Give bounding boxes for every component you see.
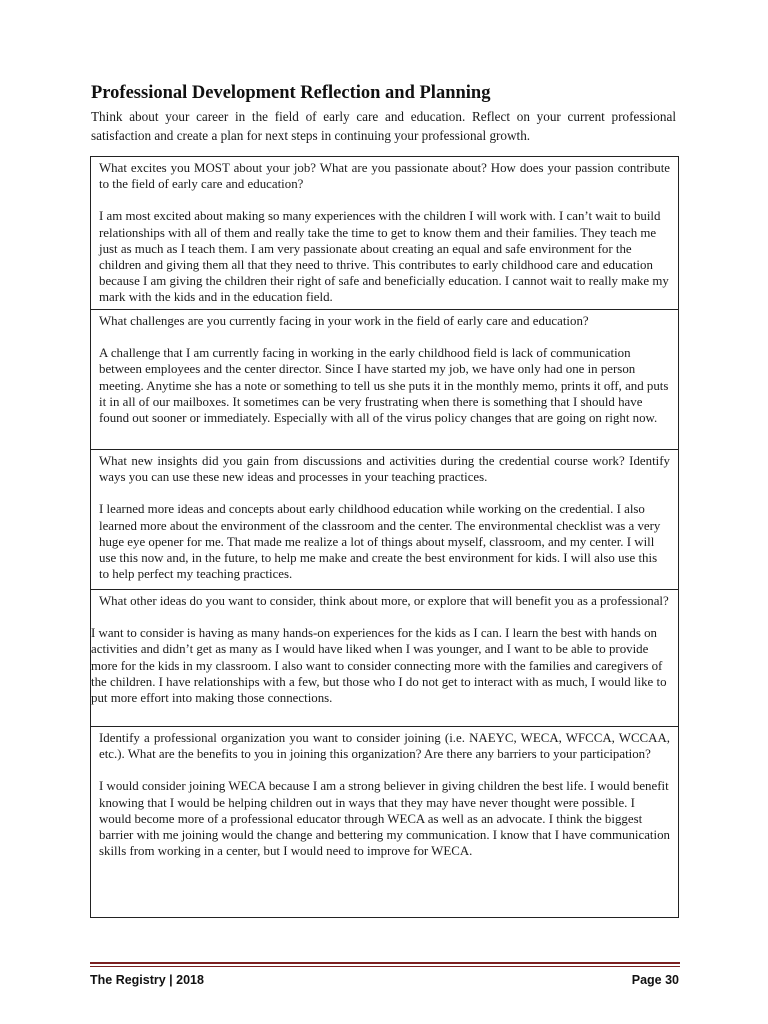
- section-answer: I want to consider is having as many hands-on experiences for the kids as I can. I learn the best with hands on activities and didn’t get as many as I would have liked when I was younger, and I want to be able to provide more for the kids in my classroom. I also want to consider connecting more with the families and caregivers of the children. I have relationships with a few, but those who I do not get to interact with as much, I would like to put more effort into making those connections.: [91, 626, 667, 706]
- reflection-section-organization: [91, 727, 678, 918]
- reflection-section-passion: [91, 157, 678, 310]
- reflection-section-ideas: [91, 590, 678, 727]
- section-question: What new insights did you gain from discussions and activities during the credential course work? Identify ways you can use these new ideas and processes in your teaching practices.: [99, 454, 670, 485]
- intro-paragraph: Think about your career in the field of early care and education. Reflect on your current professional satisfaction and create a plan for next steps in continuing your professional growth.: [91, 109, 676, 143]
- section-answer: I would consider joining WECA because I am a strong believer in giving children the best life. I would benefit knowing that I would be helping children out in ways that they may have never thought were possible. I would become more of a professional educator through WECA as well as an advocate. I think the biggest barrier with me joining would the change and bettering my communication. I know that I have communication skills from working in a center, but I would need to improve for WECA.: [99, 779, 670, 859]
- page-title: Professional Development Reflection and Planning: [91, 83, 491, 103]
- section-answer: A challenge that I am currently facing in working in the early childhood field is lack of communication between employees and the center director. Since I have started my job, we have only had one in person meeting. Anytime she has a note or something to tell us she puts it in the monthly memo, prints it off, and puts it in all of our mailboxes. It sometimes can be very frustrating when there is something that I should have found out sooner or immediately. Especially with all of the virus policy changes that are going on right now.: [99, 346, 669, 426]
- footer-divider: [90, 962, 680, 964]
- reflection-section-challenges: [91, 310, 678, 450]
- section-answer: I learned more ideas and concepts about early childhood education while working on the credential. I also learned more about the environment of the classroom and the center. The environmental checklist was a very huge eye opener for me. That made me realize a lot of things about myself, classroom, and my center. I will use this now and, in the future, to help me make and create the best environment for kids. I will also use this to help perfect my teaching practices.: [99, 502, 661, 582]
- section-question: What excites you MOST about your job? What are you passionate about? How does your passion contribute to the field of early care and education?: [99, 161, 670, 192]
- reflection-table: [90, 156, 679, 918]
- section-question: Identify a professional organization you want to consider joining (i.e. NAEYC, WECA, WFCCA, WCCAA, etc.). What are the benefits to you in joining this organization? Are there any barriers to your participation?: [99, 731, 670, 762]
- reflection-section-insights: [91, 450, 678, 590]
- footer-publisher: The Registry | 2018: [90, 973, 204, 987]
- section-question: What challenges are you currently facing in your work in the field of early care and education?: [99, 314, 589, 328]
- footer-page-number: Page 30: [631, 973, 679, 987]
- section-answer: I am most excited about making so many experiences with the children I will work with. I can’t wait to build relationships with all of them and really take the time to get to know them and their families. They teach me just as much as I teach them. I am very passionate about creating an equal and safe environment for the children and giving them all that they need to thrive. This contributes to early childhood care and education because I am giving the children their right of safe and beneficially education. I cannot wait to really make my mark with the kids and in the education field.: [99, 209, 669, 305]
- section-question: What other ideas do you want to consider, think about more, or explore that will benefit you as a professional?: [99, 594, 669, 608]
- footer-divider-thin: [90, 966, 680, 967]
